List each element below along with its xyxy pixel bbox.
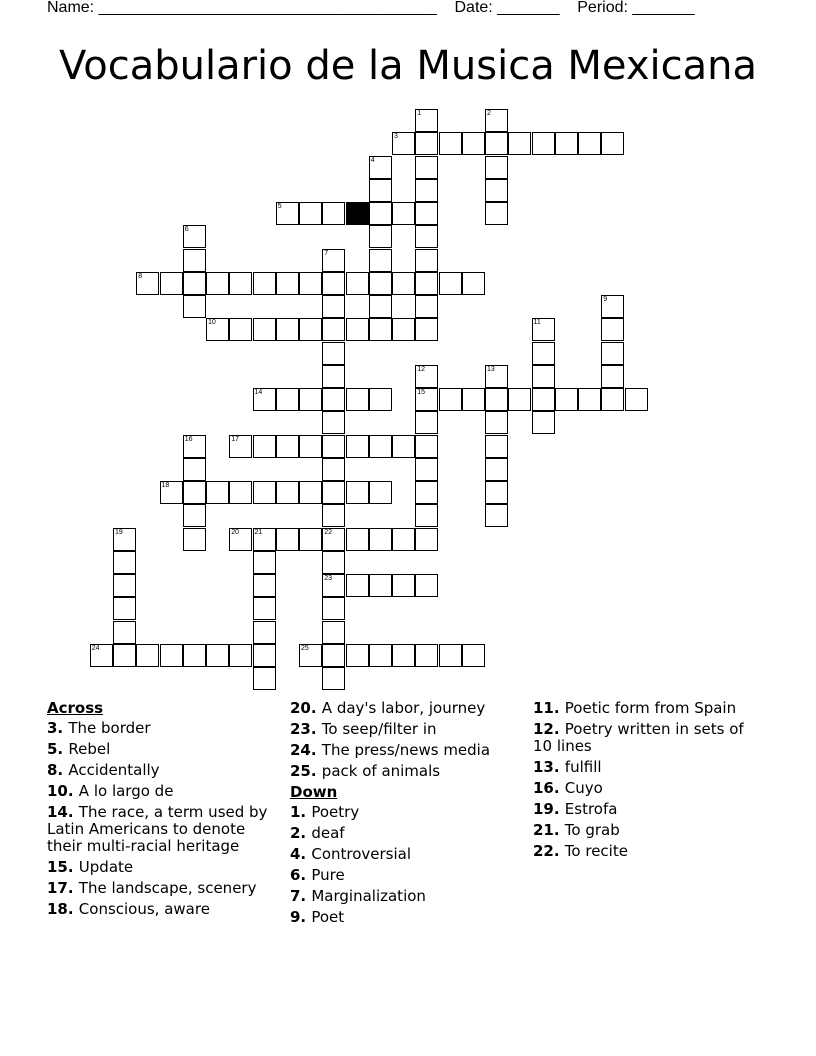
grid-cell[interactable] <box>229 318 252 341</box>
grid-cell[interactable] <box>415 458 438 481</box>
clue-number: 20 <box>231 528 240 536</box>
grid-cell[interactable] <box>369 644 392 667</box>
clue-item <box>47 859 279 876</box>
grid-cell[interactable] <box>253 667 276 690</box>
grid-cell[interactable] <box>299 644 322 667</box>
clue-item-text: Marginalization <box>311 887 426 905</box>
grid-cell[interactable] <box>276 202 299 225</box>
grid-cell[interactable] <box>625 388 648 411</box>
grid-cell[interactable] <box>415 528 438 551</box>
grid-cell[interactable] <box>485 411 508 434</box>
grid-cell[interactable] <box>299 272 322 295</box>
clue-item-text: A lo largo de <box>78 782 174 800</box>
clue-item-number: 16. <box>533 779 565 797</box>
grid-cell[interactable] <box>276 481 299 504</box>
clue-item-text: A day's labor, journey <box>321 699 486 717</box>
grid-cell[interactable] <box>601 342 624 365</box>
grid-cell[interactable] <box>322 644 345 667</box>
grid-cell[interactable] <box>160 272 183 295</box>
grid-cell[interactable] <box>532 365 555 388</box>
grid-cell[interactable] <box>136 272 159 295</box>
grid-cell[interactable] <box>508 388 531 411</box>
grid-cell[interactable] <box>206 481 229 504</box>
clue-item <box>533 843 765 860</box>
grid-cell[interactable] <box>532 342 555 365</box>
black-square <box>346 202 369 225</box>
grid-cell[interactable] <box>485 504 508 527</box>
grid-cell[interactable] <box>369 318 392 341</box>
grid-cell[interactable] <box>415 272 438 295</box>
clue-item-text: To recite <box>564 842 628 860</box>
grid-cell[interactable] <box>322 342 345 365</box>
clue-column-2 <box>290 700 522 930</box>
down-heading: Down <box>290 783 338 801</box>
clue-item-number: 12. <box>533 720 565 738</box>
grid-cell[interactable] <box>206 644 229 667</box>
clue-item-text: Accidentally <box>68 761 160 779</box>
grid-cell[interactable] <box>322 551 345 574</box>
clue-item-number: 13. <box>533 758 565 776</box>
grid-cell[interactable] <box>253 318 276 341</box>
clue-item-number: 24. <box>290 741 322 759</box>
clue-item <box>533 780 765 797</box>
clue-item-text: To grab <box>564 821 620 839</box>
clue-item-number: 23. <box>290 720 322 738</box>
grid-cell[interactable] <box>462 132 485 155</box>
clue-item <box>47 783 279 800</box>
clue-number: 8 <box>138 272 143 280</box>
clue-item-text: Update <box>78 858 134 876</box>
grid-cell[interactable] <box>392 574 415 597</box>
clue-item <box>290 846 522 863</box>
grid-cell[interactable] <box>229 644 252 667</box>
grid-cell[interactable] <box>532 318 555 341</box>
grid-cell[interactable] <box>253 551 276 574</box>
clue-item-number: 6. <box>290 866 312 884</box>
grid-cell[interactable] <box>439 388 462 411</box>
grid-cell[interactable] <box>508 132 531 155</box>
grid-cell[interactable] <box>369 202 392 225</box>
clue-number: 9 <box>603 296 608 303</box>
grid-cell[interactable] <box>462 644 485 667</box>
clue-item-number: 7. <box>290 887 312 905</box>
grid-cell[interactable] <box>322 667 345 690</box>
clue-number: 22 <box>324 528 333 536</box>
clue-item-text: Conscious, aware <box>78 900 210 918</box>
clue-item <box>290 888 522 905</box>
clue-item <box>290 721 522 738</box>
clue-item-text: Poetry <box>311 803 360 821</box>
grid-cell[interactable] <box>183 272 206 295</box>
grid-cell[interactable] <box>369 574 392 597</box>
grid-cell[interactable] <box>160 481 183 504</box>
grid-cell[interactable] <box>322 458 345 481</box>
grid-cell[interactable] <box>601 132 624 155</box>
grid-cell[interactable] <box>346 644 369 667</box>
clue-item-text: Cuyo <box>564 779 603 797</box>
grid-cell[interactable] <box>113 574 136 597</box>
clue-item <box>290 742 522 759</box>
grid-cell[interactable] <box>415 481 438 504</box>
grid-cell[interactable] <box>253 481 276 504</box>
clue-item-text: To seep/filter in <box>321 720 437 738</box>
grid-cell[interactable] <box>578 388 601 411</box>
grid-cell[interactable] <box>322 504 345 527</box>
grid-cell[interactable] <box>253 621 276 644</box>
clue-item-number: 10. <box>47 782 79 800</box>
grid-cell[interactable] <box>299 481 322 504</box>
grid-cell[interactable] <box>392 318 415 341</box>
grid-cell[interactable] <box>113 551 136 574</box>
clue-item-number: 15. <box>47 858 79 876</box>
clue-item <box>47 901 279 918</box>
grid-cell[interactable] <box>369 528 392 551</box>
grid-cell[interactable] <box>532 132 555 155</box>
grid-cell[interactable] <box>229 435 252 458</box>
grid-cell[interactable] <box>415 644 438 667</box>
grid-cell[interactable] <box>485 481 508 504</box>
clue-item-number: 19. <box>533 800 565 818</box>
clue-item <box>533 759 765 776</box>
grid-cell[interactable] <box>415 156 438 179</box>
clue-item <box>47 720 279 737</box>
grid-cell[interactable] <box>113 597 136 620</box>
grid-cell[interactable] <box>253 435 276 458</box>
grid-cell[interactable] <box>485 388 508 411</box>
grid-cell[interactable] <box>253 574 276 597</box>
clue-item-number: 5. <box>47 740 69 758</box>
grid-cell[interactable] <box>322 621 345 644</box>
clue-item <box>533 721 765 755</box>
grid-cell[interactable] <box>322 202 345 225</box>
grid-cell[interactable] <box>299 435 322 458</box>
clue-number: 7 <box>324 249 329 257</box>
clue-item-text: The race, a term used by Latin Americans to denote their multi-racial heritage <box>47 803 268 855</box>
grid-cell[interactable] <box>322 435 345 458</box>
grid-cell[interactable] <box>369 481 392 504</box>
clue-item <box>290 700 522 717</box>
grid-cell[interactable] <box>439 644 462 667</box>
grid-cell[interactable] <box>369 179 392 202</box>
clue-item <box>47 880 279 897</box>
grid-cell[interactable] <box>229 481 252 504</box>
clue-number: 21 <box>254 528 263 536</box>
clue-number: 25 <box>301 644 309 652</box>
grid-cell[interactable] <box>392 435 415 458</box>
grid-cell[interactable] <box>415 388 438 411</box>
grid-cell[interactable] <box>485 458 508 481</box>
clue-number: 16 <box>184 435 193 443</box>
grid-cell[interactable] <box>369 388 392 411</box>
grid-cell[interactable] <box>532 411 555 434</box>
grid-cell[interactable] <box>322 481 345 504</box>
clue-number: 1 <box>417 110 422 117</box>
grid-cell[interactable] <box>276 435 299 458</box>
clue-number: 13 <box>487 365 495 373</box>
grid-cell[interactable] <box>346 272 369 295</box>
clue-number: 19 <box>115 528 123 536</box>
clue-item-number: 25. <box>290 762 322 780</box>
clue-item-text: The landscape, scenery <box>78 879 257 897</box>
grid-cell[interactable] <box>439 272 462 295</box>
clue-number: 24 <box>91 644 100 652</box>
grid-cell[interactable] <box>415 318 438 341</box>
clue-item-number: 9. <box>290 908 312 926</box>
grid-cell[interactable] <box>206 272 229 295</box>
clue-item <box>290 804 522 821</box>
grid-cell[interactable] <box>415 202 438 225</box>
grid-cell[interactable] <box>229 528 252 551</box>
grid-cell[interactable] <box>322 249 345 272</box>
grid-cell[interactable] <box>206 318 229 341</box>
grid-cell[interactable] <box>229 272 252 295</box>
grid-cell[interactable] <box>183 528 206 551</box>
clue-number: 23 <box>324 575 333 582</box>
grid-cell[interactable] <box>369 249 392 272</box>
name-date-period-line: Name: ______________________________________ Date: _______ Period: _______ <box>47 0 695 16</box>
clue-number: 10 <box>208 319 216 327</box>
grid-cell[interactable] <box>253 272 276 295</box>
grid-cell[interactable] <box>346 481 369 504</box>
page-title: Vocabulario de la Musica Mexicana <box>58 43 757 89</box>
clue-item-number: 2. <box>290 824 312 842</box>
clue-number: 11 <box>533 319 541 327</box>
grid-cell[interactable] <box>415 132 438 155</box>
clue-item-text: pack of animals <box>321 762 441 780</box>
grid-cell[interactable] <box>601 318 624 341</box>
clue-number: 14 <box>254 389 263 396</box>
grid-cell[interactable] <box>113 644 136 667</box>
grid-cell[interactable] <box>253 597 276 620</box>
grid-cell[interactable] <box>415 249 438 272</box>
grid-cell[interactable] <box>253 644 276 667</box>
clue-item-number: 20. <box>290 699 322 717</box>
grid-cell[interactable] <box>113 528 136 551</box>
grid-cell[interactable] <box>183 249 206 272</box>
grid-cell[interactable] <box>160 644 183 667</box>
clue-item-number: 8. <box>47 761 69 779</box>
clue-item-text: Pure <box>311 866 345 884</box>
grid-cell[interactable] <box>462 272 485 295</box>
grid-cell[interactable] <box>485 132 508 155</box>
clue-number: 3 <box>394 133 398 141</box>
grid-cell[interactable] <box>322 365 345 388</box>
grid-cell[interactable] <box>183 295 206 318</box>
grid-cell[interactable] <box>415 574 438 597</box>
grid-cell[interactable] <box>532 388 555 411</box>
grid-cell[interactable] <box>183 225 206 248</box>
grid-cell[interactable] <box>369 295 392 318</box>
grid-cell[interactable] <box>485 156 508 179</box>
grid-cell[interactable] <box>346 318 369 341</box>
grid-cell[interactable] <box>462 388 485 411</box>
clue-item <box>290 825 522 842</box>
grid-cell[interactable] <box>276 272 299 295</box>
grid-cell[interactable] <box>183 481 206 504</box>
grid-cell[interactable] <box>601 295 624 318</box>
clue-item-text: The border <box>68 719 151 737</box>
clue-item-number: 22. <box>533 842 565 860</box>
grid-cell[interactable] <box>555 132 578 155</box>
grid-cell[interactable] <box>346 435 369 458</box>
clue-item <box>533 801 765 818</box>
grid-cell[interactable] <box>415 411 438 434</box>
grid-cell[interactable] <box>415 365 438 388</box>
clue-item-number: 11. <box>533 699 565 717</box>
grid-cell[interactable] <box>485 365 508 388</box>
grid-cell[interactable] <box>322 411 345 434</box>
across-heading: Across <box>47 699 104 717</box>
clue-item-text: Poetry written in sets of 10 lines <box>533 720 744 755</box>
grid-cell[interactable] <box>276 318 299 341</box>
clue-item-number: 18. <box>47 900 79 918</box>
clue-item-text: Rebel <box>68 740 111 758</box>
grid-cell[interactable] <box>485 179 508 202</box>
clue-item <box>533 700 765 717</box>
clue-item <box>533 822 765 839</box>
clue-item <box>47 741 279 758</box>
grid-cell[interactable] <box>183 504 206 527</box>
clue-item-number: 14. <box>47 803 79 821</box>
clue-item-text: Poetic form from Spain <box>564 699 737 717</box>
clue-column-1 <box>47 700 279 922</box>
clue-item <box>290 909 522 926</box>
grid-cell[interactable] <box>415 225 438 248</box>
clue-number: 4 <box>370 156 375 164</box>
clue-item-text: Poet <box>311 908 345 926</box>
clue-item <box>290 867 522 884</box>
grid-cell[interactable] <box>392 202 415 225</box>
clue-item-text: Controversial <box>311 845 412 863</box>
grid-cell[interactable] <box>253 528 276 551</box>
clue-item-number: 17. <box>47 879 79 897</box>
clue-item <box>47 804 279 855</box>
grid-cell[interactable] <box>369 225 392 248</box>
grid-cell[interactable] <box>415 504 438 527</box>
grid-cell[interactable] <box>322 318 345 341</box>
clue-item-number: 4. <box>290 845 312 863</box>
clue-number: 2 <box>487 110 491 117</box>
clue-number: 12 <box>417 365 426 373</box>
clue-number: 18 <box>161 482 170 489</box>
grid-cell[interactable] <box>183 435 206 458</box>
grid-cell[interactable] <box>322 574 345 597</box>
clue-item <box>290 763 522 780</box>
grid-cell[interactable] <box>485 202 508 225</box>
grid-cell[interactable] <box>322 388 345 411</box>
clue-number: 17 <box>231 435 240 443</box>
clue-item-text: deaf <box>311 824 345 842</box>
grid-cell[interactable] <box>485 435 508 458</box>
grid-cell[interactable] <box>369 272 392 295</box>
grid-cell[interactable] <box>392 132 415 155</box>
grid-cell[interactable] <box>578 132 601 155</box>
grid-cell[interactable] <box>322 295 345 318</box>
grid-cell[interactable] <box>113 621 136 644</box>
grid-cell[interactable] <box>276 528 299 551</box>
grid-cell[interactable] <box>299 202 322 225</box>
grid-cell[interactable] <box>415 109 438 132</box>
clue-number: 15 <box>417 389 426 396</box>
clue-column-3 <box>533 700 765 864</box>
grid-cell[interactable] <box>415 295 438 318</box>
clue-item-text: Estrofa <box>564 800 618 818</box>
grid-cell[interactable] <box>392 528 415 551</box>
grid-cell[interactable] <box>322 528 345 551</box>
grid-cell[interactable] <box>369 156 392 179</box>
grid-cell[interactable] <box>183 644 206 667</box>
grid-cell[interactable] <box>90 644 113 667</box>
grid-cell[interactable] <box>253 388 276 411</box>
grid-cell[interactable] <box>392 644 415 667</box>
grid-cell[interactable] <box>136 644 159 667</box>
clue-number: 5 <box>277 203 282 210</box>
grid-cell[interactable] <box>439 132 462 155</box>
grid-cell[interactable] <box>346 388 369 411</box>
clue-number: 6 <box>184 226 189 234</box>
grid-cell[interactable] <box>299 388 322 411</box>
grid-cell[interactable] <box>555 388 578 411</box>
clue-item-number: 21. <box>533 821 565 839</box>
grid-cell[interactable] <box>415 435 438 458</box>
grid-cell[interactable] <box>601 365 624 388</box>
grid-cell[interactable] <box>183 458 206 481</box>
clue-item-text: The press/news media <box>321 741 491 759</box>
grid-cell[interactable] <box>299 318 322 341</box>
grid-cell[interactable] <box>322 272 345 295</box>
grid-cell[interactable] <box>299 528 322 551</box>
clue-item-number: 3. <box>47 719 69 737</box>
grid-cell[interactable] <box>392 272 415 295</box>
grid-cell[interactable] <box>485 109 508 132</box>
clue-item-number: 1. <box>290 803 312 821</box>
grid-cell[interactable] <box>322 597 345 620</box>
grid-cell[interactable] <box>369 435 392 458</box>
clue-item <box>47 762 279 779</box>
grid-cell[interactable] <box>346 528 369 551</box>
grid-cell[interactable] <box>601 388 624 411</box>
grid-cell[interactable] <box>346 574 369 597</box>
clue-item-text: fulfill <box>564 758 602 776</box>
grid-cell[interactable] <box>276 388 299 411</box>
grid-cell[interactable] <box>415 179 438 202</box>
